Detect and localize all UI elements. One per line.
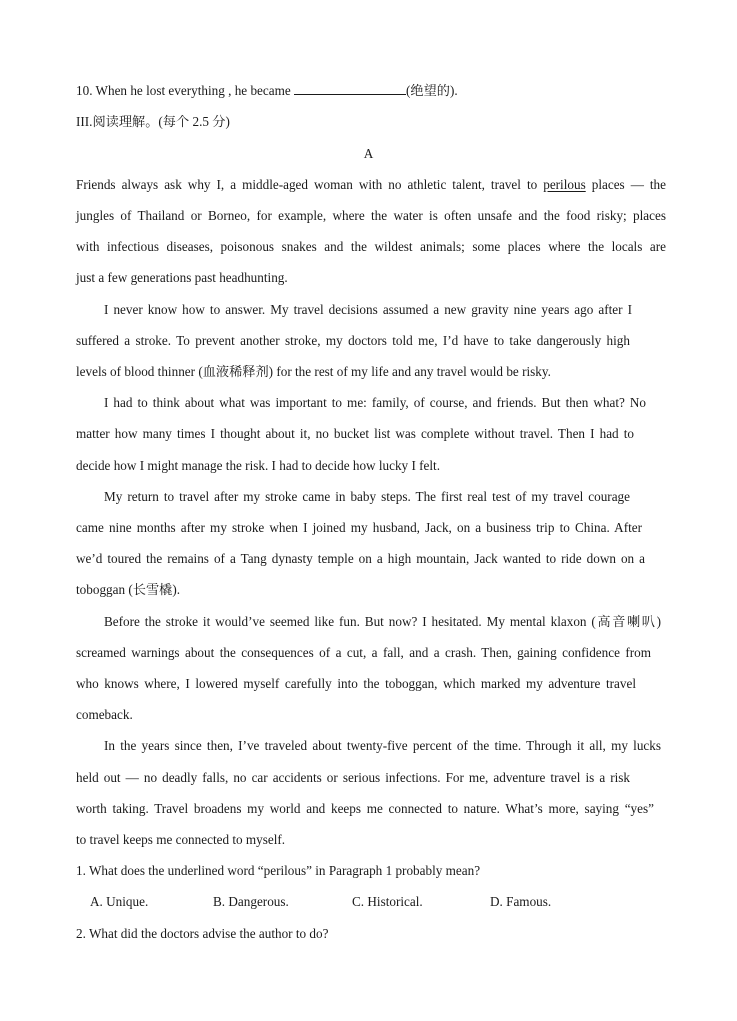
paragraph-4-line-1: My return to travel after my stroke came in baby steps. The first real test of my travel courage <box>104 489 630 504</box>
paragraph-4-line-2: came nine months after my stroke when I joined my husband, Jack, on a business trip to China. After <box>76 520 642 535</box>
paragraph-5-line-2: screamed warnings about the consequences of a cut, a fall, and a crash. Then, gaining confidence from <box>76 645 651 660</box>
question-10 <box>76 81 666 101</box>
option-d[interactable]: D. Famous. <box>490 894 552 909</box>
paragraph-5-line-3: who knows where, I lowered myself carefully into the toboggan, which marked my adventure travel <box>76 676 636 691</box>
paragraph-4-line-3: we’d toured the remains of a Tang dynasty temple on a high mountain, Jack wanted to ride down on a <box>76 551 645 566</box>
paragraph-2-line-3: levels of blood thinner (血液稀释剂) for the rest of my life and any travel would be risky. <box>76 364 551 379</box>
paragraph-6-line-3: worth taking. Travel broadens my world and keeps me connected to nature. What’s more, saying “yes” <box>76 801 654 816</box>
paragraph-1-line-3: with infectious diseases, poisonous snakes and the wildest animals; some places where the locals are <box>76 239 666 254</box>
underlined-word-perilous: perilous <box>543 177 586 192</box>
paragraph-6-line-4: to travel keeps me connected to myself. <box>76 832 286 847</box>
answer-blank[interactable] <box>294 81 406 95</box>
paragraph-2-line-2: suffered a stroke. To prevent another stroke, my doctors told me, I’d have to take dangerously high <box>76 333 630 348</box>
option-c[interactable]: C. Historical. <box>352 894 423 909</box>
text-segment: places — the <box>585 177 666 192</box>
paragraph-1-line-2: jungles of Thailand or Borneo, for example, where the water is often unsafe and the food risky; places <box>76 208 666 223</box>
paragraph-6-line-1: In the years since then, I’ve traveled about twenty-five percent of the time. Through it all, my lucks <box>104 738 661 753</box>
paragraph-5-line-1: Before the stroke it would’ve seemed like fun. But now? I hesitated. My mental klaxon (高音喇叭) <box>104 614 661 629</box>
option-a[interactable]: A. Unique. <box>90 894 149 909</box>
option-b[interactable]: B. Dangerous. <box>213 894 289 909</box>
paragraph-6-line-2: held out — no deadly falls, no car accidents or serious infections. For me, adventure travel is a risk <box>76 770 630 785</box>
paragraph-2-line-1: I never know how to answer. My travel decisions assumed a new gravity nine years ago after I <box>104 302 632 317</box>
paragraph-5-line-4: comeback. <box>76 707 133 722</box>
question-10-text: 10. When he lost everything , he became <box>76 83 295 98</box>
question-1-stem: 1. What does the underlined word “perilous” in Paragraph 1 probably mean? <box>76 863 481 878</box>
paragraph-1-line-4: just a few generations past headhunting. <box>76 270 288 285</box>
paragraph-3-line-2: matter how many times I thought about it, no bucket list was complete without travel. Then I had to <box>76 426 634 441</box>
question-2-stem: 2. What did the doctors advise the author to do? <box>76 926 329 941</box>
text-segment: Friends always ask why I, a middle-aged woman with no athletic talent, travel to <box>76 177 544 192</box>
paragraph-3-line-3: decide how I might manage the risk. I had to decide how lucky I felt. <box>76 458 441 473</box>
question-10-hint: (绝望的). <box>406 83 458 98</box>
section-heading: III.阅读理解。(每个 2.5 分) <box>76 114 230 129</box>
paragraph-1-line-1 <box>76 175 666 195</box>
paragraph-4-line-4: toboggan (长雪橇). <box>76 582 181 597</box>
passage-label: A <box>363 146 374 161</box>
paragraph-3-line-1: I had to think about what was important to me: family, of course, and friends. But then what? No <box>104 395 646 410</box>
